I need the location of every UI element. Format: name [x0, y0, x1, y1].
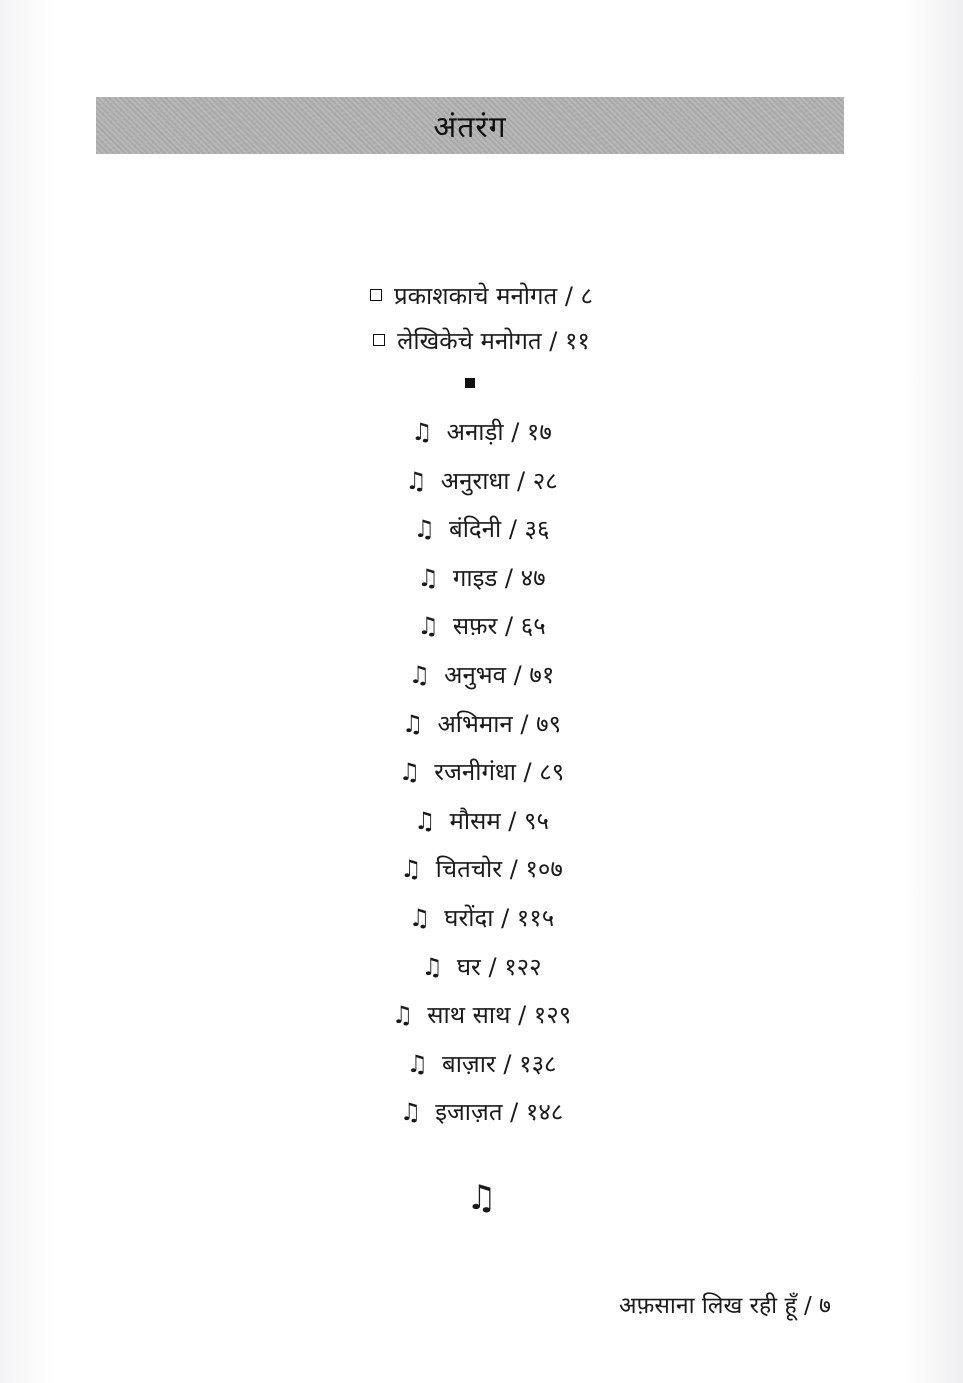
toc-item [0, 653, 963, 702]
box-icon [370, 289, 382, 301]
toc-item [0, 1042, 963, 1091]
toc-item-label: चितचोर / १०७ [435, 855, 563, 884]
toc-item-label: साथ साथ / १२९ [427, 1001, 572, 1030]
music-note-icon: ♫ [391, 1001, 414, 1030]
intro-item-label: लेखिकेचे मनोगत / ११ [397, 327, 590, 355]
music-note-icon: ♫ [466, 1178, 497, 1218]
music-note-icon: ♫ [405, 466, 427, 495]
toc-item [0, 556, 963, 605]
intro-item-label: प्रकाशकाचे मनोगत / ८ [393, 282, 594, 310]
toc-item [0, 945, 963, 994]
toc-item [0, 799, 963, 848]
music-note-icon: ♫ [408, 660, 431, 689]
toc-item [0, 604, 963, 653]
toc-item-label: घरोंदा / ११५ [444, 903, 555, 932]
toc-item-label: गाइड / ४७ [452, 563, 546, 592]
toc-item [0, 410, 963, 459]
music-note-icon: ♫ [399, 1098, 422, 1127]
toc-item-label: अनाड़ी / १७ [446, 418, 552, 446]
page-title: अंतरंग [433, 110, 507, 145]
music-note-icon: ♫ [401, 709, 424, 738]
music-note-icon: ♫ [411, 418, 433, 446]
toc-item-label: अनुराधा / २८ [440, 466, 558, 495]
music-note-icon: ♫ [400, 855, 422, 884]
music-note-icon: ♫ [421, 952, 443, 981]
toc-item [0, 750, 963, 799]
music-note-icon: ♫ [414, 806, 436, 835]
intro-item-publisher [0, 278, 963, 314]
toc-item [0, 507, 963, 556]
title-banner [96, 97, 844, 154]
toc-item [0, 459, 963, 508]
toc-item-label: अभिमान / ७९ [437, 709, 562, 738]
toc-item-label: बाज़ार / १३८ [441, 1049, 557, 1078]
toc-item-label: रजनीगंधा / ८९ [434, 758, 565, 787]
square-icon [465, 378, 475, 388]
music-note-icon: ♫ [408, 903, 431, 932]
page-footer: अफ़साना लिख रही हूँ / ७ [619, 1293, 831, 1319]
music-note-icon: ♫ [413, 515, 435, 544]
toc-item-label: इजाज़त / १४८ [435, 1098, 564, 1127]
table-of-contents [0, 410, 963, 1139]
toc-item [0, 702, 963, 751]
music-note-icon: ♫ [417, 612, 439, 641]
toc-item-label: बंदिनी / ३६ [449, 515, 550, 544]
toc-item-label: सफ़र / ६५ [452, 612, 546, 641]
toc-item [0, 1090, 963, 1139]
box-icon [373, 334, 385, 346]
toc-item-label: अनुभव / ७१ [444, 660, 555, 689]
toc-item [0, 993, 963, 1042]
toc-item [0, 847, 963, 896]
toc-item-label: मौसम / ९५ [449, 806, 549, 835]
music-note-icon: ♫ [406, 1049, 428, 1078]
toc-item-label: घर / १२२ [456, 952, 542, 981]
music-note-icon: ♫ [417, 563, 439, 592]
intro-item-author [0, 323, 963, 359]
toc-item [0, 896, 963, 945]
music-note-icon: ♫ [398, 758, 421, 787]
